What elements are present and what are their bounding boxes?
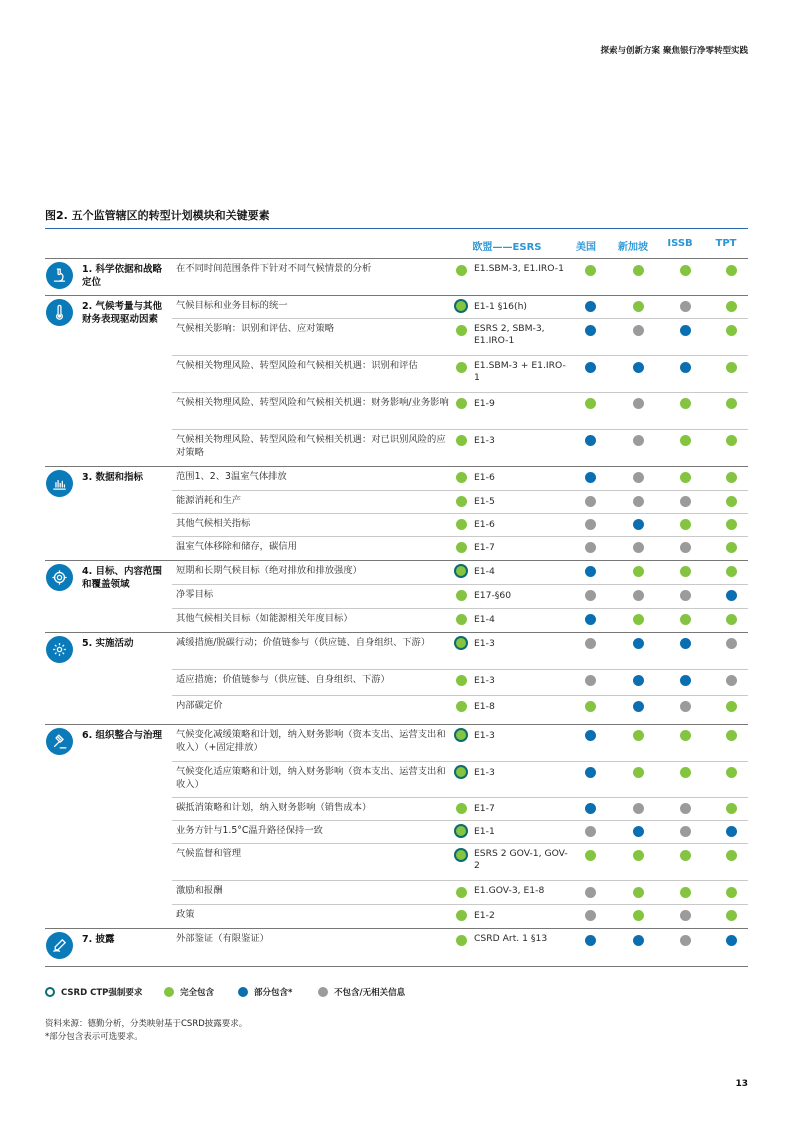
us-status-dot bbox=[585, 566, 596, 577]
us-status-dot bbox=[585, 638, 596, 649]
tpt-status-dot bbox=[726, 362, 737, 373]
column-header-issb: ISSB bbox=[667, 238, 693, 249]
microscope-icon bbox=[46, 262, 73, 289]
issb-status-dot bbox=[680, 301, 691, 312]
row-rule bbox=[172, 843, 748, 844]
sg-status-dot bbox=[633, 910, 644, 921]
eu-status-dot bbox=[456, 301, 466, 311]
eu-reference: ESRS 2 GOV-1, GOV-2 bbox=[474, 848, 568, 871]
issb-status-dot bbox=[680, 590, 691, 601]
eu-status-dot bbox=[456, 472, 467, 483]
eu-status-dot bbox=[456, 590, 467, 601]
row-item-text: 气候变化适应策略和计划，纳入财务影响（资本支出、运营支出和收入） bbox=[176, 766, 446, 790]
issb-status-dot bbox=[680, 542, 691, 553]
section-rule bbox=[45, 632, 748, 633]
sg-status-dot bbox=[633, 730, 644, 741]
row-rule bbox=[172, 318, 748, 319]
row-item-text: 气候相关物理风险、转型风险和气候相关机遇：对已识别风险的应对策略 bbox=[176, 434, 446, 458]
column-header-tpt: TPT bbox=[715, 238, 737, 249]
legend-none-label: 不包含/无相关信息 bbox=[334, 988, 406, 998]
tpt-status-dot bbox=[726, 590, 737, 601]
row-rule bbox=[172, 490, 748, 491]
eu-reference: E1-1 bbox=[474, 826, 495, 837]
us-status-dot bbox=[585, 265, 596, 276]
source-note: 资料来源：德勤分析，分类映射基于CSRD披露要求。 bbox=[45, 1019, 248, 1029]
row-item-text: 气候相关影响：识别和评估、应对策略 bbox=[176, 323, 335, 334]
running-header: 探索与创新方案 聚焦银行净零转型实践 bbox=[600, 46, 748, 56]
footnote: *部分包含表示可选要求。 bbox=[45, 1032, 143, 1042]
tpt-status-dot bbox=[726, 850, 737, 861]
issb-status-dot bbox=[680, 362, 691, 373]
row-rule bbox=[172, 669, 748, 670]
eu-reference: E1-8 bbox=[474, 701, 495, 712]
eu-reference: E1-4 bbox=[474, 614, 495, 625]
section-label: 1. 科学依据和战略定位 bbox=[82, 264, 163, 288]
issb-status-dot bbox=[680, 850, 691, 861]
section-rule bbox=[45, 258, 748, 259]
eu-reference: E1-3 bbox=[474, 730, 495, 741]
section-rule bbox=[45, 295, 748, 296]
issb-status-dot bbox=[680, 496, 691, 507]
issb-status-dot bbox=[680, 519, 691, 530]
row-item-text: 碳抵消策略和计划，纳入财务影响（销售成本） bbox=[176, 802, 372, 813]
tpt-status-dot bbox=[726, 730, 737, 741]
bar-chart-icon bbox=[46, 470, 73, 497]
row-item-text: 外部鉴证（有限鉴证） bbox=[176, 933, 269, 944]
eu-reference: E1-4 bbox=[474, 566, 495, 577]
sg-status-dot bbox=[633, 472, 644, 483]
row-item-text: 在不同时间范围条件下针对不同气候情景的分析 bbox=[176, 263, 372, 274]
issb-status-dot bbox=[680, 614, 691, 625]
eu-reference: E1-9 bbox=[474, 398, 495, 409]
row-item-text: 减缓措施/脱碳行动；价值链参与（供应链、自身组织、下游） bbox=[176, 637, 431, 648]
row-item-text: 气候相关物理风险、转型风险和气候相关机遇：财务影响/业务影响 bbox=[176, 397, 449, 408]
section-label: 2. 气候考量与其他财务表现驱动因素 bbox=[82, 301, 163, 325]
row-rule bbox=[172, 584, 748, 585]
tpt-status-dot bbox=[726, 566, 737, 577]
tpt-status-dot bbox=[726, 542, 737, 553]
eu-reference: E1-3 bbox=[474, 638, 495, 649]
us-status-dot bbox=[585, 435, 596, 446]
section-label: 3. 数据和指标 bbox=[82, 472, 144, 483]
issb-status-dot bbox=[680, 325, 691, 336]
tpt-status-dot bbox=[726, 614, 737, 625]
row-item-text: 气候目标和业务目标的统一 bbox=[176, 300, 288, 311]
row-item-text: 气候监督和管理 bbox=[176, 848, 242, 859]
us-status-dot bbox=[585, 301, 596, 312]
row-item-text: 范围1、2、3温室气体排放 bbox=[176, 471, 287, 482]
sg-status-dot bbox=[633, 265, 644, 276]
tpt-status-dot bbox=[726, 803, 737, 814]
eu-status-dot bbox=[456, 325, 467, 336]
sg-status-dot bbox=[633, 590, 644, 601]
section-rule bbox=[45, 466, 748, 467]
us-status-dot bbox=[585, 675, 596, 686]
eu-reference: E1-1 §16(h) bbox=[474, 301, 528, 312]
row-rule bbox=[172, 513, 748, 514]
eu-reference: E1.SBM-3 + E1.IRO-1 bbox=[474, 360, 566, 383]
us-status-dot bbox=[585, 325, 596, 336]
gear-icon bbox=[46, 636, 73, 663]
tpt-status-dot bbox=[726, 496, 737, 507]
legend-mandatory-label: CSRD CTP强制要求 bbox=[61, 988, 143, 998]
target-icon bbox=[46, 564, 73, 591]
tpt-status-dot bbox=[726, 910, 737, 921]
eu-reference: E17-§60 bbox=[474, 590, 512, 601]
eu-reference: E1-3 bbox=[474, 435, 495, 446]
section-label: 6. 组织整合与治理 bbox=[82, 730, 163, 741]
us-status-dot bbox=[585, 472, 596, 483]
eu-reference: E1.SBM-3, E1.IRO-1 bbox=[474, 263, 564, 274]
row-item-text: 净零目标 bbox=[176, 589, 214, 600]
section-label: 5. 实施活动 bbox=[82, 638, 134, 649]
row-rule bbox=[172, 608, 748, 609]
tpt-status-dot bbox=[726, 675, 737, 686]
page-number: 13 bbox=[735, 1079, 748, 1089]
sg-status-dot bbox=[633, 803, 644, 814]
tpt-status-dot bbox=[726, 435, 737, 446]
issb-status-dot bbox=[680, 803, 691, 814]
section-label: 4. 目标、内容范围和覆盖领域 bbox=[82, 566, 163, 590]
row-rule bbox=[172, 880, 748, 881]
tpt-status-dot bbox=[726, 265, 737, 276]
section-rule bbox=[45, 560, 748, 561]
issb-status-dot bbox=[680, 701, 691, 712]
row-item-text: 其他气候相关指标 bbox=[176, 518, 251, 529]
eu-status-dot bbox=[456, 519, 467, 530]
us-status-dot bbox=[585, 362, 596, 373]
eu-status-dot bbox=[456, 730, 466, 740]
sg-status-dot bbox=[633, 850, 644, 861]
row-item-text: 其他气候相关目标（如能源相关年度目标） bbox=[176, 613, 353, 624]
row-rule bbox=[172, 904, 748, 905]
eu-status-dot bbox=[456, 935, 467, 946]
eu-status-dot bbox=[456, 398, 467, 409]
section-rule bbox=[45, 928, 748, 929]
us-status-dot bbox=[585, 398, 596, 409]
column-header-sg: 新加坡 bbox=[618, 242, 648, 253]
eu-reference: E1-7 bbox=[474, 542, 495, 553]
row-item-text: 政策 bbox=[176, 909, 195, 920]
sg-status-dot bbox=[633, 675, 644, 686]
row-rule bbox=[172, 761, 748, 762]
tpt-status-dot bbox=[726, 767, 737, 778]
tpt-status-dot bbox=[726, 935, 737, 946]
eu-status-dot bbox=[456, 566, 466, 576]
eu-status-dot bbox=[456, 701, 467, 712]
tpt-status-dot bbox=[726, 519, 737, 530]
issb-status-dot bbox=[680, 910, 691, 921]
us-status-dot bbox=[585, 767, 596, 778]
sg-status-dot bbox=[633, 435, 644, 446]
sg-status-dot bbox=[633, 398, 644, 409]
eu-reference: CSRD Art. 1 §13 bbox=[474, 933, 548, 944]
eu-status-dot bbox=[456, 850, 466, 860]
tpt-status-dot bbox=[726, 325, 737, 336]
us-status-dot bbox=[585, 519, 596, 530]
eu-reference: E1-7 bbox=[474, 803, 495, 814]
us-status-dot bbox=[585, 826, 596, 837]
us-status-dot bbox=[585, 701, 596, 712]
sg-status-dot bbox=[633, 638, 644, 649]
eu-reference: E1-3 bbox=[474, 675, 495, 686]
gavel-icon bbox=[46, 728, 73, 755]
tpt-status-dot bbox=[726, 701, 737, 712]
eu-reference: E1-2 bbox=[474, 910, 495, 921]
row-item-text: 温室气体移除和储存，碳信用 bbox=[176, 541, 297, 552]
legend-none-swatch bbox=[318, 987, 328, 997]
tpt-status-dot bbox=[726, 301, 737, 312]
eu-reference: E1-3 bbox=[474, 767, 495, 778]
us-status-dot bbox=[585, 803, 596, 814]
eu-status-dot bbox=[456, 803, 467, 814]
issb-status-dot bbox=[680, 826, 691, 837]
issb-status-dot bbox=[680, 935, 691, 946]
figure-title: 图2. 五个监管辖区的转型计划模块和关键要素 bbox=[45, 209, 270, 222]
eu-reference: E1-5 bbox=[474, 496, 495, 507]
sg-status-dot bbox=[633, 935, 644, 946]
us-status-dot bbox=[585, 614, 596, 625]
eu-status-dot bbox=[456, 675, 467, 686]
column-header-us: 美国 bbox=[576, 242, 596, 253]
legend-full-swatch bbox=[164, 987, 174, 997]
eu-status-dot bbox=[456, 910, 467, 921]
sg-status-dot bbox=[633, 826, 644, 837]
column-header-eu: 欧盟——ESRS bbox=[472, 242, 542, 253]
pen-icon bbox=[46, 932, 73, 959]
tpt-status-dot bbox=[726, 398, 737, 409]
section-label: 7. 披露 bbox=[82, 934, 115, 945]
row-rule bbox=[172, 695, 748, 696]
legend-partial-label: 部分包含* bbox=[254, 988, 293, 998]
tpt-status-dot bbox=[726, 472, 737, 483]
row-rule bbox=[172, 355, 748, 356]
sg-status-dot bbox=[633, 887, 644, 898]
sg-status-dot bbox=[633, 325, 644, 336]
eu-reference: E1-6 bbox=[474, 472, 495, 483]
eu-status-dot bbox=[456, 542, 467, 553]
eu-status-dot bbox=[456, 887, 467, 898]
table-bottom-rule bbox=[45, 966, 748, 967]
tpt-status-dot bbox=[726, 638, 737, 649]
issb-status-dot bbox=[680, 767, 691, 778]
row-item-text: 适应措施；价值链参与（供应链、自身组织、下游） bbox=[176, 674, 390, 685]
row-item-text: 气候相关物理风险、转型风险和气候相关机遇：识别和评估 bbox=[176, 360, 418, 371]
us-status-dot bbox=[585, 935, 596, 946]
row-item-text: 气候变化减缓策略和计划，纳入财务影响（资本支出、运营支出和收入）（+固定排放） bbox=[176, 729, 446, 753]
sg-status-dot bbox=[633, 496, 644, 507]
row-item-text: 短期和长期气候目标（绝对排放和排放强度） bbox=[176, 565, 362, 576]
sg-status-dot bbox=[633, 701, 644, 712]
eu-status-dot bbox=[456, 826, 466, 836]
issb-status-dot bbox=[680, 265, 691, 276]
row-item-text: 内部碳定价 bbox=[176, 700, 223, 711]
row-rule bbox=[172, 797, 748, 798]
us-status-dot bbox=[585, 887, 596, 898]
sg-status-dot bbox=[633, 301, 644, 312]
tpt-status-dot bbox=[726, 887, 737, 898]
us-status-dot bbox=[585, 496, 596, 507]
row-item-text: 业务方针与1.5°C温升路径保持一致 bbox=[176, 825, 323, 836]
legend-partial-swatch bbox=[238, 987, 248, 997]
issb-status-dot bbox=[680, 435, 691, 446]
eu-status-dot bbox=[456, 614, 467, 625]
issb-status-dot bbox=[680, 472, 691, 483]
eu-status-dot bbox=[456, 767, 466, 777]
eu-reference: E1-6 bbox=[474, 519, 495, 530]
eu-status-dot bbox=[456, 496, 467, 507]
us-status-dot bbox=[585, 542, 596, 553]
row-rule bbox=[172, 429, 748, 430]
sg-status-dot bbox=[633, 542, 644, 553]
us-status-dot bbox=[585, 910, 596, 921]
us-status-dot bbox=[585, 590, 596, 601]
row-item-text: 激励和报酬 bbox=[176, 885, 223, 896]
issb-status-dot bbox=[680, 398, 691, 409]
tpt-status-dot bbox=[726, 826, 737, 837]
row-rule bbox=[172, 392, 748, 393]
eu-status-dot bbox=[456, 265, 467, 276]
issb-status-dot bbox=[680, 675, 691, 686]
sg-status-dot bbox=[633, 519, 644, 530]
row-rule bbox=[172, 536, 748, 537]
sg-status-dot bbox=[633, 614, 644, 625]
issb-status-dot bbox=[680, 566, 691, 577]
legend-mandatory-swatch bbox=[45, 987, 55, 997]
issb-status-dot bbox=[680, 638, 691, 649]
us-status-dot bbox=[585, 730, 596, 741]
row-rule bbox=[172, 820, 748, 821]
section-rule bbox=[45, 724, 748, 725]
thermometer-icon bbox=[46, 299, 73, 326]
eu-status-dot bbox=[456, 435, 467, 446]
sg-status-dot bbox=[633, 767, 644, 778]
issb-status-dot bbox=[680, 887, 691, 898]
sg-status-dot bbox=[633, 566, 644, 577]
sg-status-dot bbox=[633, 362, 644, 373]
issb-status-dot bbox=[680, 730, 691, 741]
title-rule bbox=[45, 228, 748, 229]
eu-status-dot bbox=[456, 638, 466, 648]
eu-reference: E1.GOV-3, E1-8 bbox=[474, 885, 545, 896]
us-status-dot bbox=[585, 850, 596, 861]
legend-full-label: 完全包含 bbox=[180, 988, 215, 998]
eu-status-dot bbox=[456, 362, 467, 373]
row-item-text: 能源消耗和生产 bbox=[176, 495, 242, 506]
eu-reference: ESRS 2, SBM-3, E1.IRO-1 bbox=[474, 323, 545, 346]
